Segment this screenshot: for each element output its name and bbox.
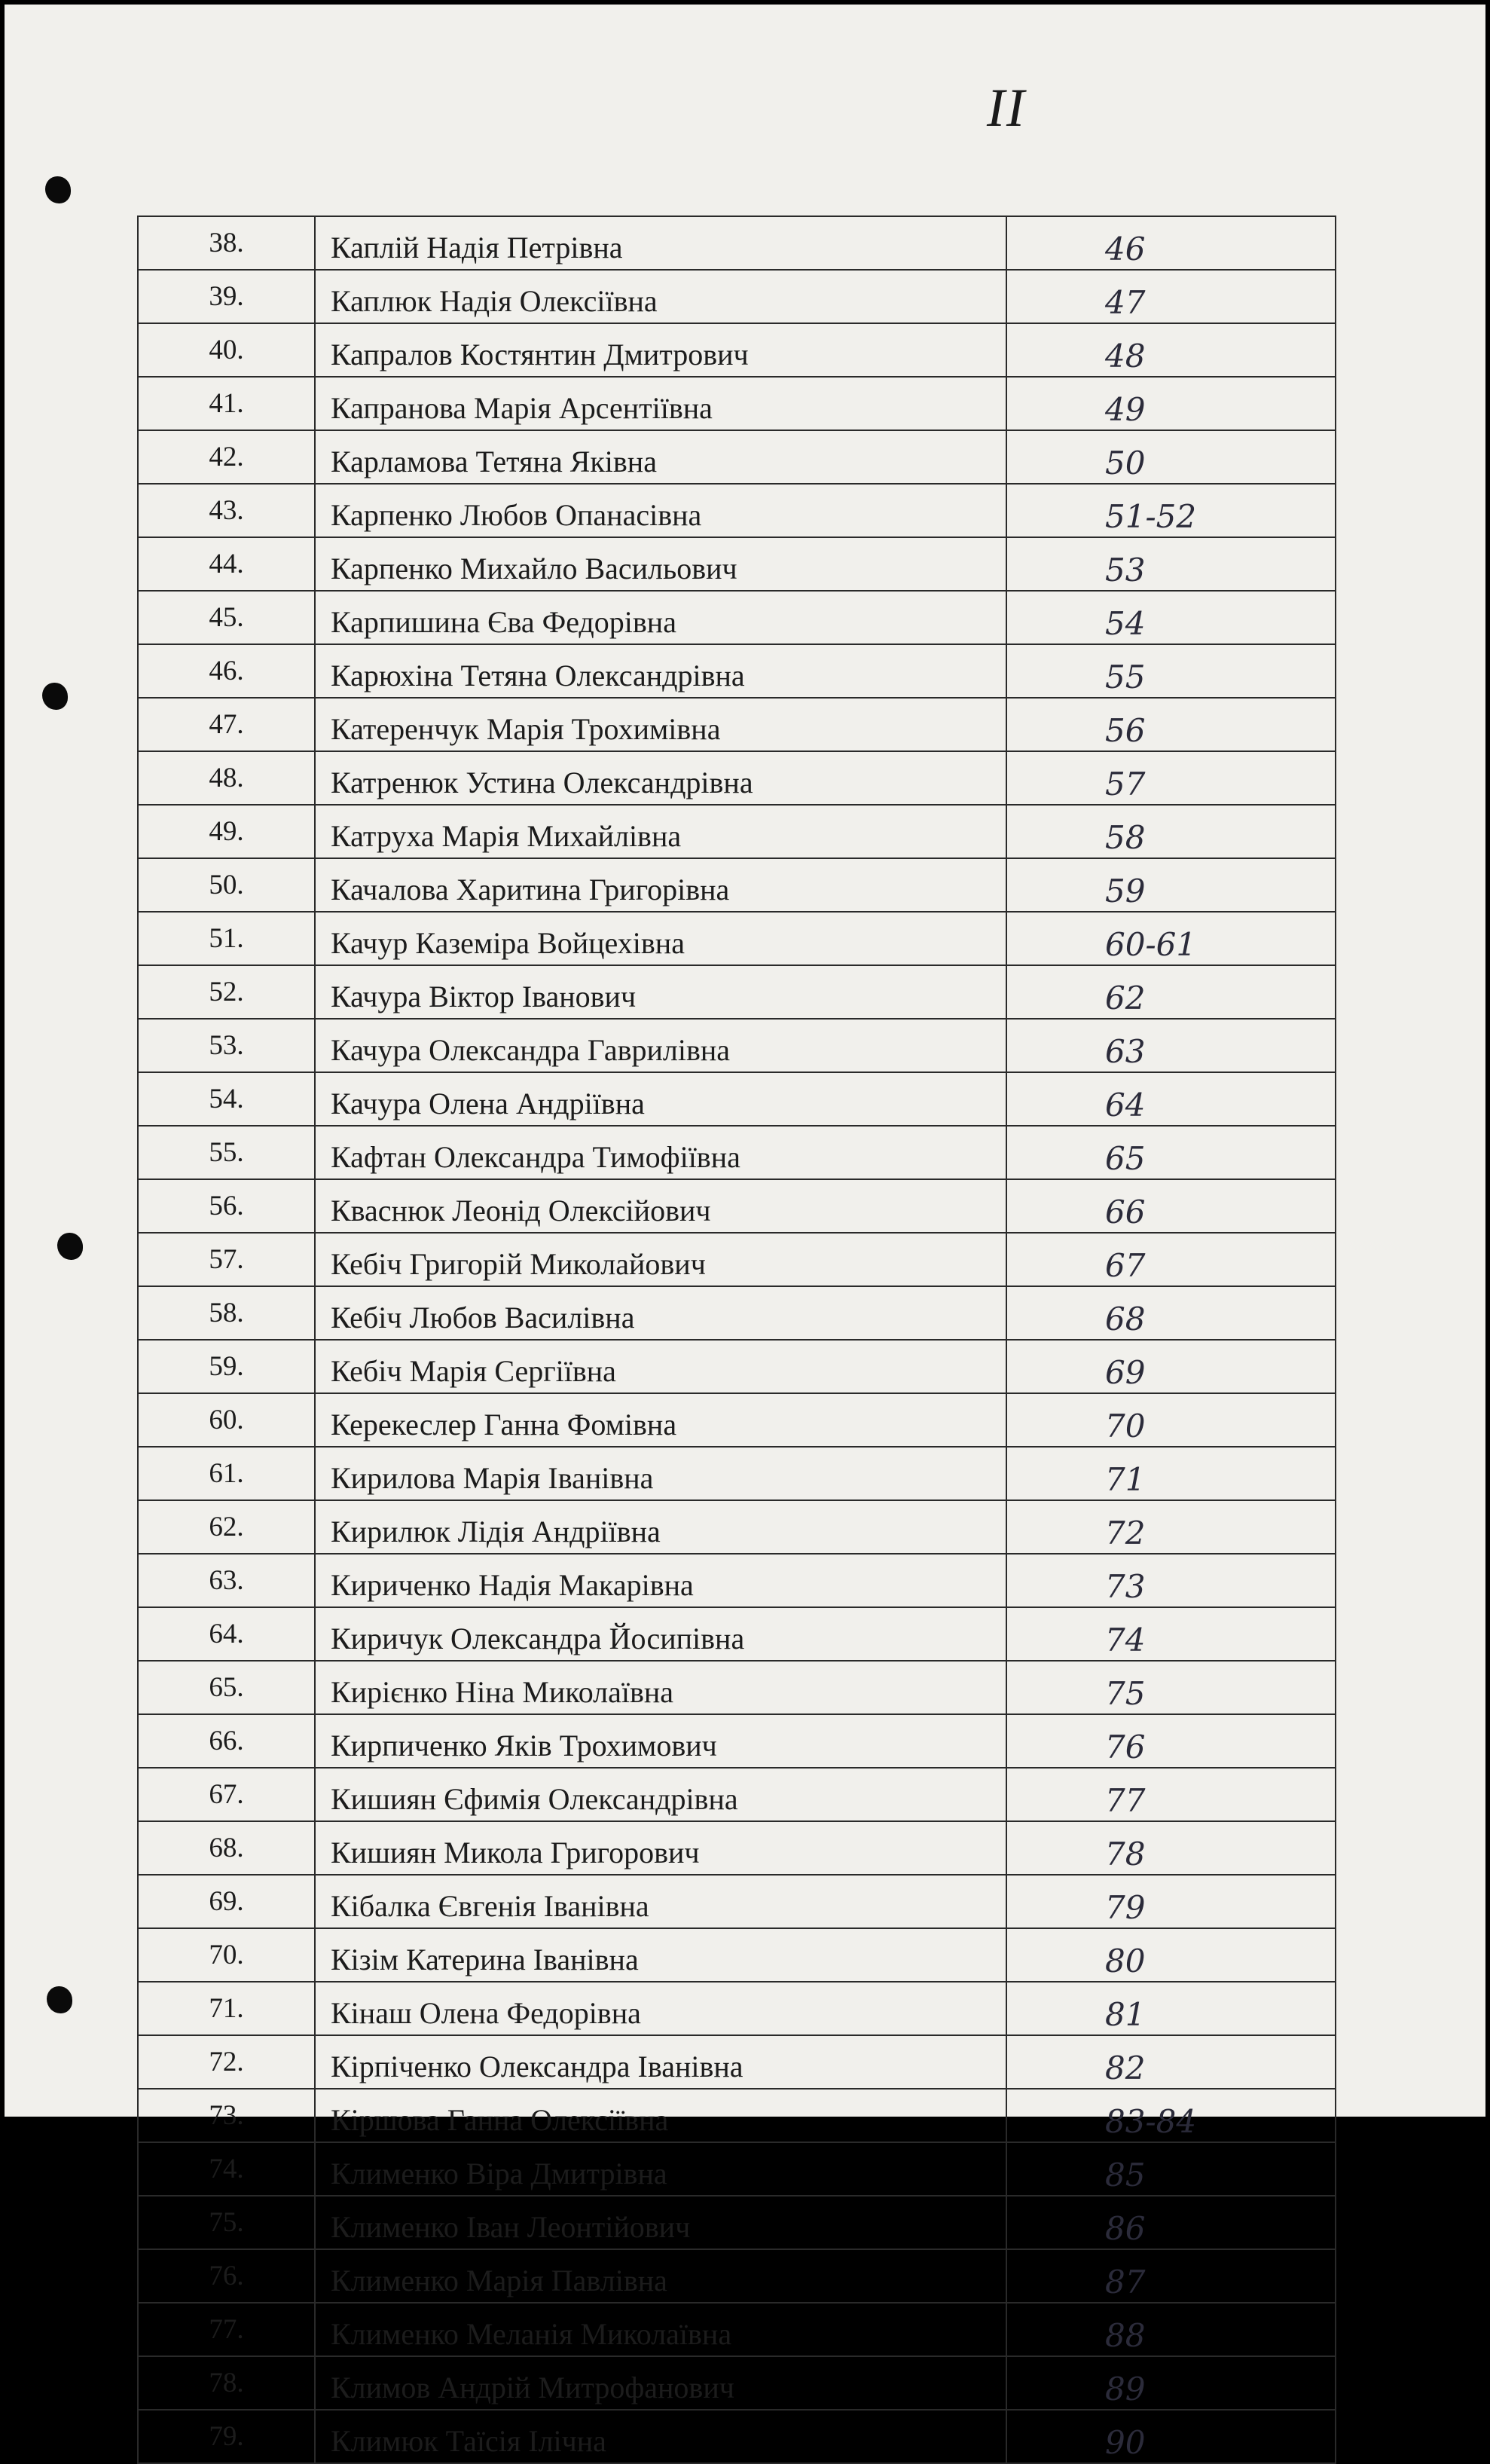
table-row — [138, 537, 1336, 591]
punch-hole-top — [45, 176, 71, 203]
table-row — [138, 2249, 1336, 2303]
person-name: Клименко Меланія Миколаївна — [315, 2303, 1006, 2356]
document-page — [5, 5, 1485, 2461]
row-number: 53. — [138, 1019, 315, 1072]
handwritten-page-number: 67 — [1006, 1233, 1336, 1286]
person-name: Керекеслер Ганна Фомівна — [315, 1393, 1006, 1447]
handwritten-page-number: 74 — [1006, 1607, 1336, 1661]
table-row — [138, 430, 1336, 484]
records-table — [137, 216, 1336, 2464]
handwritten-page-number: 53 — [1006, 537, 1336, 591]
table-row — [138, 1768, 1336, 1821]
handwritten-page-number: 90 — [1006, 2410, 1336, 2463]
person-name: Кізім Катерина Іванівна — [315, 1928, 1006, 1982]
handwritten-page-number: 68 — [1006, 1286, 1336, 1340]
table-row — [138, 1928, 1336, 1982]
row-number: 54. — [138, 1072, 315, 1126]
row-number: 75. — [138, 2196, 315, 2249]
table-row — [138, 1607, 1336, 1661]
handwritten-page-number: 70 — [1006, 1393, 1336, 1447]
row-number: 72. — [138, 2035, 315, 2089]
handwritten-page-number: 71 — [1006, 1447, 1336, 1500]
table-row — [138, 2356, 1336, 2410]
row-number: 78. — [138, 2356, 315, 2410]
person-name: Качура Олена Андріївна — [315, 1072, 1006, 1126]
row-number: 71. — [138, 1982, 315, 2035]
row-number: 60. — [138, 1393, 315, 1447]
table-row — [138, 591, 1336, 644]
handwritten-page-number: 85 — [1006, 2142, 1336, 2196]
person-name: Кириченко Надія Макарівна — [315, 1554, 1006, 1607]
handwritten-page-number: 75 — [1006, 1661, 1336, 1714]
table-row — [138, 2303, 1336, 2356]
handwritten-page-number: 81 — [1006, 1982, 1336, 2035]
person-name: Климов Андрій Митрофанович — [315, 2356, 1006, 2410]
handwritten-page-number: 60-61 — [1006, 912, 1336, 965]
row-number: 61. — [138, 1447, 315, 1500]
row-number: 66. — [138, 1714, 315, 1768]
person-name: Климюк Таїсія Ілічна — [315, 2410, 1006, 2463]
person-name: Карпишина Єва Федорівна — [315, 591, 1006, 644]
row-number: 68. — [138, 1821, 315, 1875]
row-number: 45. — [138, 591, 315, 644]
table-row — [138, 1072, 1336, 1126]
person-name: Карюхіна Тетяна Олександрівна — [315, 644, 1006, 698]
person-name: Карпенко Любов Опанасівна — [315, 484, 1006, 537]
handwritten-page-number: 86 — [1006, 2196, 1336, 2249]
handwritten-page-number: 77 — [1006, 1768, 1336, 1821]
row-number: 67. — [138, 1768, 315, 1821]
person-name: Карпенко Михайло Васильович — [315, 537, 1006, 591]
table-row — [138, 1500, 1336, 1554]
handwritten-page-number: 83-84 — [1006, 2089, 1336, 2142]
table-row — [138, 1393, 1336, 1447]
table-row — [138, 1714, 1336, 1768]
handwritten-page-number: 50 — [1006, 430, 1336, 484]
row-number: 38. — [138, 216, 315, 270]
table-row — [138, 2089, 1336, 2142]
row-number: 41. — [138, 377, 315, 430]
handwritten-page-number: 48 — [1006, 323, 1336, 377]
handwritten-page-number: 80 — [1006, 1928, 1336, 1982]
person-name: Кіршова Ганна Олексіївна — [315, 2089, 1006, 2142]
handwritten-page-number: 89 — [1006, 2356, 1336, 2410]
row-number: 76. — [138, 2249, 315, 2303]
person-name: Кишиян Єфимія Олександрівна — [315, 1768, 1006, 1821]
row-number: 42. — [138, 430, 315, 484]
table-row — [138, 805, 1336, 858]
row-number: 79. — [138, 2410, 315, 2463]
section-mark: II — [987, 78, 1026, 138]
person-name: Кінаш Олена Федорівна — [315, 1982, 1006, 2035]
handwritten-page-number: 63 — [1006, 1019, 1336, 1072]
handwritten-page-number: 64 — [1006, 1072, 1336, 1126]
handwritten-page-number: 62 — [1006, 965, 1336, 1019]
person-name: Качур Каземіра Войцехівна — [315, 912, 1006, 965]
row-number: 73. — [138, 2089, 315, 2142]
person-name: Каплюк Надія Олексіївна — [315, 270, 1006, 323]
table-row — [138, 858, 1336, 912]
row-number: 74. — [138, 2142, 315, 2196]
handwritten-page-number: 79 — [1006, 1875, 1336, 1928]
handwritten-page-number: 87 — [1006, 2249, 1336, 2303]
table-row — [138, 377, 1336, 430]
table-row — [138, 1982, 1336, 2035]
person-name: Качура Олександра Гаврилівна — [315, 1019, 1006, 1072]
handwritten-page-number: 49 — [1006, 377, 1336, 430]
person-name: Клименко Марія Павлівна — [315, 2249, 1006, 2303]
handwritten-page-number: 76 — [1006, 1714, 1336, 1768]
table-row — [138, 1286, 1336, 1340]
person-name: Клименко Віра Дмитрівна — [315, 2142, 1006, 2196]
person-name: Кебіч Григорій Миколайович — [315, 1233, 1006, 1286]
table-row — [138, 323, 1336, 377]
table-row — [138, 484, 1336, 537]
table-row — [138, 1126, 1336, 1179]
handwritten-page-number: 47 — [1006, 270, 1336, 323]
row-number: 39. — [138, 270, 315, 323]
table-row — [138, 751, 1336, 805]
records-table-body — [138, 216, 1336, 2463]
row-number: 46. — [138, 644, 315, 698]
person-name: Кебіч Любов Василівна — [315, 1286, 1006, 1340]
row-number: 40. — [138, 323, 315, 377]
person-name: Катеренчук Марія Трохимівна — [315, 698, 1006, 751]
table-row — [138, 1447, 1336, 1500]
person-name: Качалова Харитина Григорівна — [315, 858, 1006, 912]
row-number: 69. — [138, 1875, 315, 1928]
row-number: 44. — [138, 537, 315, 591]
person-name: Кафтан Олександра Тимофіївна — [315, 1126, 1006, 1179]
person-name: Кваснюк Леонід Олексійович — [315, 1179, 1006, 1233]
punch-hole-lower-middle — [57, 1233, 83, 1260]
person-name: Капранова Марія Арсентіївна — [315, 377, 1006, 430]
handwritten-page-number: 58 — [1006, 805, 1336, 858]
table-row — [138, 1233, 1336, 1286]
person-name: Каплій Надія Петрівна — [315, 216, 1006, 270]
row-number: 55. — [138, 1126, 315, 1179]
punch-hole-upper-middle — [42, 683, 68, 710]
table-row — [138, 2410, 1336, 2463]
person-name: Катруха Марія Михайлівна — [315, 805, 1006, 858]
handwritten-page-number: 57 — [1006, 751, 1336, 805]
table-row — [138, 216, 1336, 270]
person-name: Катренюк Устина Олександрівна — [315, 751, 1006, 805]
handwritten-page-number: 73 — [1006, 1554, 1336, 1607]
person-name: Кебіч Марія Сергіївна — [315, 1340, 1006, 1393]
handwritten-page-number: 59 — [1006, 858, 1336, 912]
person-name: Кібалка Євгенія Іванівна — [315, 1875, 1006, 1928]
person-name: Качура Віктор Іванович — [315, 965, 1006, 1019]
row-number: 77. — [138, 2303, 315, 2356]
person-name: Кирпиченко Яків Трохимович — [315, 1714, 1006, 1768]
table-row — [138, 912, 1336, 965]
row-number: 48. — [138, 751, 315, 805]
handwritten-page-number: 46 — [1006, 216, 1336, 270]
table-row — [138, 1661, 1336, 1714]
table-row — [138, 270, 1336, 323]
table-row — [138, 1821, 1336, 1875]
person-name: Кирієнко Ніна Миколаївна — [315, 1661, 1006, 1714]
table-row — [138, 1019, 1336, 1072]
table-row — [138, 1554, 1336, 1607]
person-name: Кирилова Марія Іванівна — [315, 1447, 1006, 1500]
handwritten-page-number: 82 — [1006, 2035, 1336, 2089]
handwritten-page-number: 69 — [1006, 1340, 1336, 1393]
table-row — [138, 2142, 1336, 2196]
handwritten-page-number: 55 — [1006, 644, 1336, 698]
row-number: 63. — [138, 1554, 315, 1607]
handwritten-page-number: 65 — [1006, 1126, 1336, 1179]
person-name: Капралов Костянтин Дмитрович — [315, 323, 1006, 377]
handwritten-page-number: 78 — [1006, 1821, 1336, 1875]
row-number: 57. — [138, 1233, 315, 1286]
handwritten-page-number: 51-52 — [1006, 484, 1336, 537]
row-number: 59. — [138, 1340, 315, 1393]
row-number: 49. — [138, 805, 315, 858]
table-row — [138, 644, 1336, 698]
row-number: 43. — [138, 484, 315, 537]
row-number: 70. — [138, 1928, 315, 1982]
table-row — [138, 698, 1336, 751]
row-number: 52. — [138, 965, 315, 1019]
person-name: Киричук Олександра Йосипівна — [315, 1607, 1006, 1661]
row-number: 50. — [138, 858, 315, 912]
table-row — [138, 965, 1336, 1019]
row-number: 65. — [138, 1661, 315, 1714]
table-row — [138, 2196, 1336, 2249]
person-name: Карламова Тетяна Яківна — [315, 430, 1006, 484]
handwritten-page-number: 54 — [1006, 591, 1336, 644]
handwritten-page-number: 72 — [1006, 1500, 1336, 1554]
row-number: 51. — [138, 912, 315, 965]
table-row — [138, 1179, 1336, 1233]
row-number: 56. — [138, 1179, 315, 1233]
table-row — [138, 1340, 1336, 1393]
row-number: 47. — [138, 698, 315, 751]
handwritten-page-number: 56 — [1006, 698, 1336, 751]
handwritten-page-number: 66 — [1006, 1179, 1336, 1233]
person-name: Кирилюк Лідія Андріївна — [315, 1500, 1006, 1554]
row-number: 58. — [138, 1286, 315, 1340]
row-number: 64. — [138, 1607, 315, 1661]
person-name: Клименко Іван Леонтійович — [315, 2196, 1006, 2249]
person-name: Кишиян Микола Григорович — [315, 1821, 1006, 1875]
table-row — [138, 2035, 1336, 2089]
row-number: 62. — [138, 1500, 315, 1554]
person-name: Кірпіченко Олександра Іванівна — [315, 2035, 1006, 2089]
punch-hole-bottom — [47, 1986, 72, 2013]
handwritten-page-number: 88 — [1006, 2303, 1336, 2356]
table-row — [138, 1875, 1336, 1928]
